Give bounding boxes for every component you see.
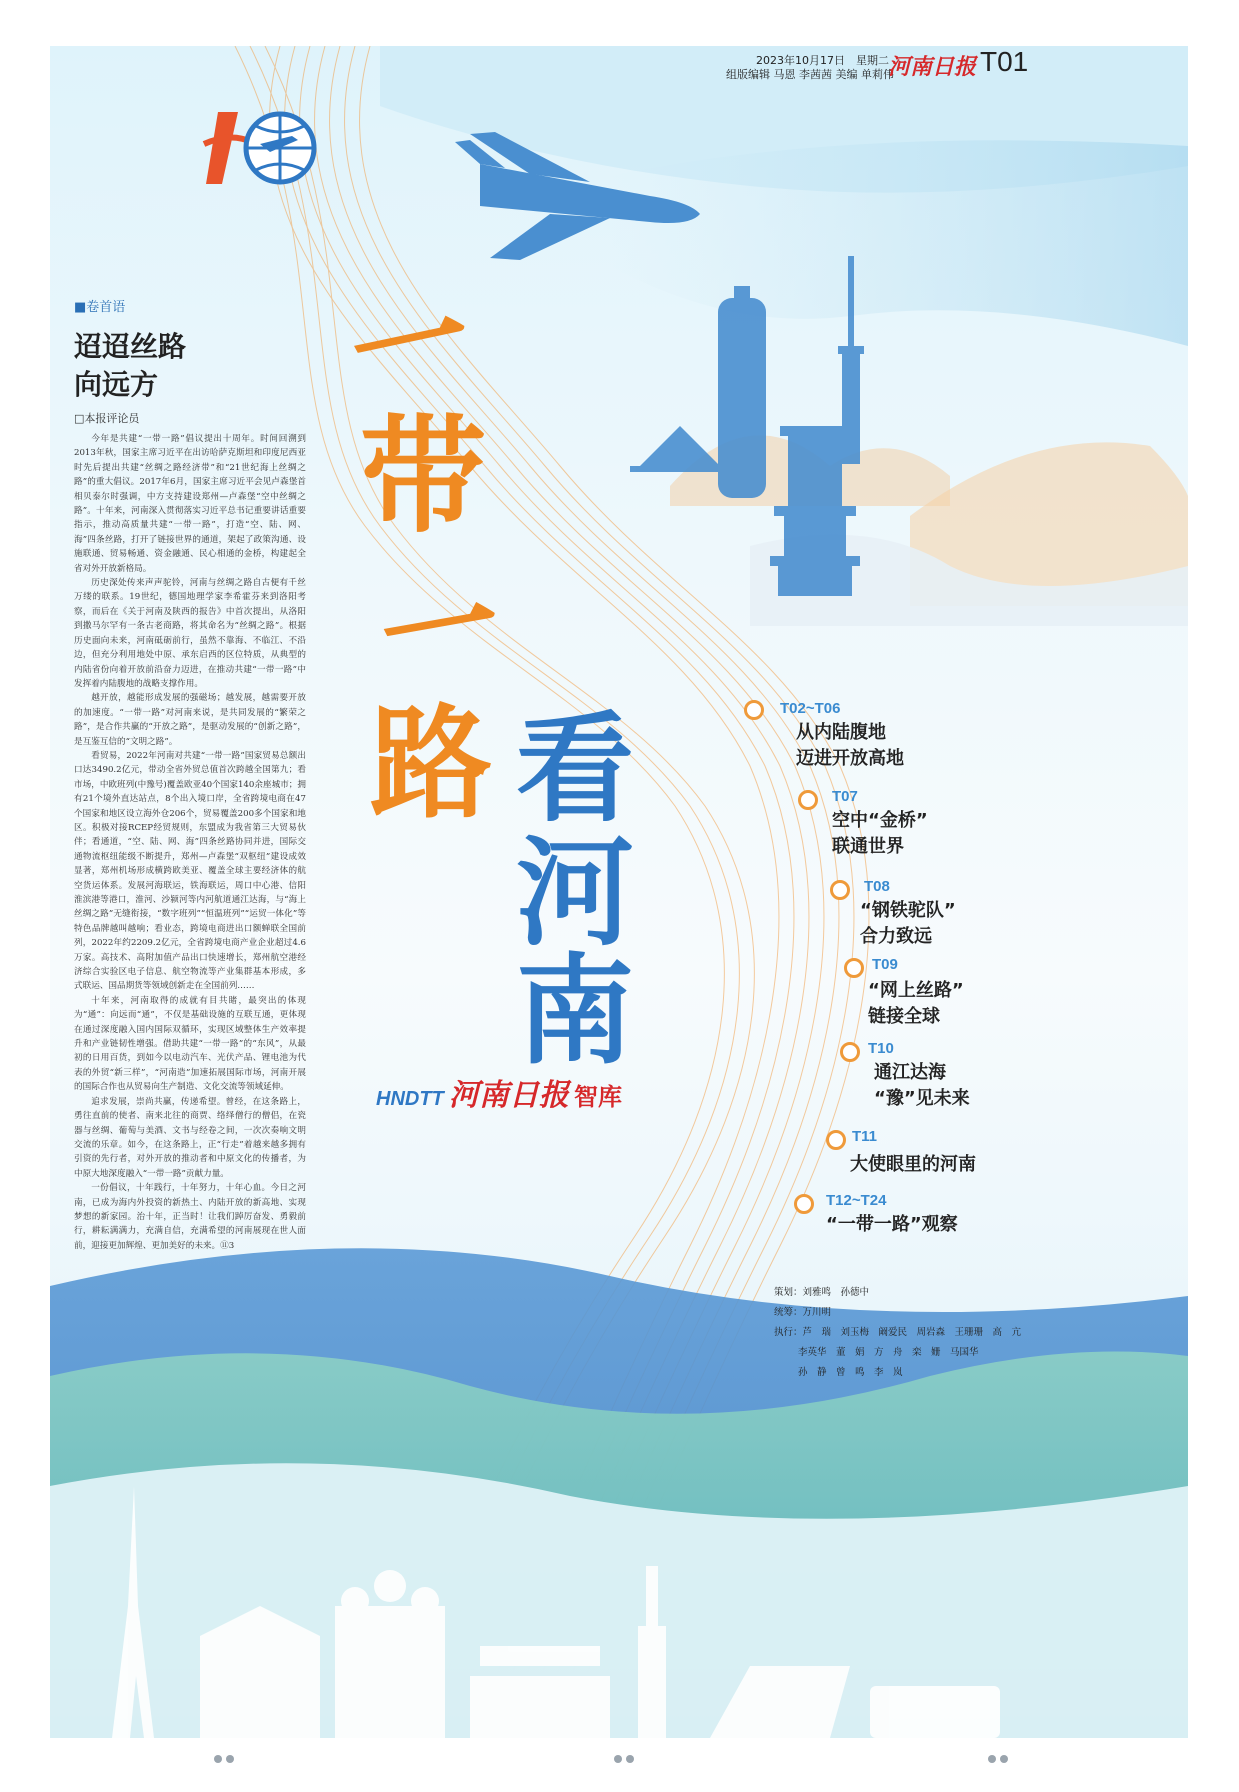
toc-title: 大使眼里的河南	[850, 1154, 976, 1175]
toc-dot	[826, 1130, 846, 1150]
pager-dots-left	[214, 1748, 238, 1767]
title-char-he: 河	[516, 824, 635, 962]
paragraph: 追求发展，崇尚共赢，传递希望。曾经，在这条路上，勇往直前的使者、南来北往的商贾、络绎僧行的僧侣，在瓷器与丝绸、葡萄与美酒、文书与经卷之间，一次次奏响文明交流的乐章。如今，在这条路上，正“行走”着越来越多拥有引资的先行者，对外开放的推动者和中原文化的传播者，为中原大地深度融入“一带一路”贡献力量。	[74, 1096, 306, 1179]
editors-line: 组版编辑 马恩 李茜茜 美编 单莉伟	[726, 68, 894, 81]
toc-dot	[840, 1042, 860, 1062]
title-char-kan: 看	[516, 700, 635, 838]
credits-execution-3: 孙 静 曾 鸣 李 岚	[798, 1367, 903, 1378]
paragraph: 看贸易，2022年河南对共建“一带一路”国家贸易总额出口达3490.2亿元，带动全省外贸总值首次跨越全国第九；看市场，中欧班列(中豫号)覆盖欧亚40个国家140余座城市；拥有21个境外直达站点，8个出入境口岸，全省跨境电商在47个国家和地区设立海外仓206个，贸易覆盖200多个国家和地区。积极对接RCEP经贸规则，东盟成为我省第三大贸易伙伴；看通道，“空、陆、网、海”四条丝路协同并进，国际交通物流枢纽能级不断提升，郑州—卢森堡“双枢纽”建设成效显著，郑州机场形成横跨欧美亚、覆盖全球主要经济体的航空货运体系。发展河海联运，铁海联运，周口中心港、信阳淮滨港等港口，淮河、沙颍河等内河航道通江达海，与“海上丝绸之路”无缝衔接，“数字班列”“恒温班列”“运贸一体化”等特色品牌越叫越响；看业态，跨境电商进出口额蝉联全国前列，2022年约2209.2亿元，全省跨境电商产业企业超过4.6万家。高技术、高附加值产品出口快速增长，郑州航空港经济综合实验区电子信息、航空物流等产业集群基本形成，多式联运、国品期货等领域创新走在全国前列……	[74, 750, 306, 992]
toc-code: T11	[852, 1128, 878, 1145]
title-char-lu: 路	[370, 693, 492, 835]
toc-code: T07	[832, 788, 858, 805]
title-char-yi-2: 一	[370, 552, 511, 710]
toc-title: 通江达海 “豫”见未来	[874, 1062, 970, 1109]
hndtt-mark: HNDTT	[376, 1088, 444, 1110]
newspaper-page	[50, 46, 1188, 1738]
paragraph: 今年是共建“一带一路”倡议提出十周年。时间回溯到2013年秋，国家主席习近平在出访哈萨克斯坦和印度尼西亚时先后提出共建“丝绸之路经济带”和“21世纪海上丝绸之路”的重大倡议。2017年6月，国家主席习近平会见卢森堡首相贝泰尔时强调，中方支持建设郑州—卢森堡“空中丝绸之路”。十年来，河南深入贯彻落实习近平总书记重要讲话重要指示，推动高质量共建“一带一路”，打造“空、陆、网、海”四条丝路，打开了链接世界的通道，架起了政策沟通、设施联通、贸易畅通、资金融通、民心相通的金桥，构建起全省对外开放新格局。	[74, 434, 306, 574]
headline-line-2: 向远方	[74, 368, 159, 401]
issue-date: 2023年10月17日 星期二	[756, 54, 889, 67]
paragraph: 历史深处传来声声驼铃，河南与丝绸之路自古便有千丝万缕的联系。19世纪，德国地理学家李希霍芬来到洛阳考察，而后在《关于河南及陕西的报告》中首次提出，从洛阳到撒马尔罕有一条古老商路，将其命名为“丝绸之路”。根据历史面向未来，河南砥砺前行，虽然不靠海、不临江、不沿边，但充分利用地处中原、承东启西的区位特质，从典型的内陆省份向着开放前沿奋力迈进，在推动共建“一带一路”中发挥着内陆腹地的战略支撑作用。	[74, 578, 306, 689]
editorial-body	[74, 432, 306, 1253]
page-number: T01	[980, 46, 1029, 77]
think-tank-masthead: 河南日报	[448, 1078, 569, 1113]
title-char-dai: 带	[360, 403, 486, 550]
sign-off: ⑪3	[220, 1240, 235, 1251]
toc-dot	[794, 1194, 814, 1214]
editorial-byline: □本报评论员	[74, 412, 140, 425]
toc-title: 从内陆腹地 迈进开放高地	[796, 722, 904, 769]
credits-execution-2: 李英华 董 娟 方 舟 栾 姗 马国华	[798, 1347, 979, 1358]
toc-code: T02~T06	[780, 700, 841, 717]
paragraph-text: 一份倡议，十年践行，十年努力，十年心血。今日之河南，已成为海内外投资的新热土、内陆开放的新高地、实现梦想的新家园。治十年，正当时！让我们踔厉奋发、勇毅前行，耕耘满满力，充满自信，充满希望的河南展现在世人面前，迎接更加辉煌、更加美好的未来。	[74, 1183, 306, 1251]
paragraph: 十年来，河南取得的成就有目共睹，最突出的体现为“通”：向远而“通”，不仅是基础设施的互联互通，更体现在通过深度融入国内国际双循环，实现区域整体生产效率提升和产业链韧性增强。借助共建“一带一路”的“东风”，从最初的日用百货，到如今以电动汽车、光伏产品、锂电池为代表的外贸“新三样”，“河南造”加速拓展国际市场，河南开展的国际合作也从贸易向生产制造、文化交流等领域延伸。	[74, 995, 306, 1093]
think-tank-suffix: 智库	[573, 1083, 622, 1111]
headline-line-1: 迢迢丝路	[74, 330, 187, 363]
toc-dot	[830, 880, 850, 900]
paragraph: 越开放，越能形成发展的强磁场；越发展，越需要开放的加速度。“一带一路”对河南来说，是共同发展的“繁荣之路”，是合作共赢的“开放之路”，是驱动发展的“创新之路”，是互鉴互信的“文明之路”。	[74, 693, 306, 747]
editorial-headline	[74, 328, 186, 404]
title-char-nan: 南	[516, 942, 635, 1080]
toc-dot	[798, 790, 818, 810]
toc-title: “网上丝路” 链接全球	[868, 980, 964, 1027]
section-tag: ■卷首语	[74, 300, 126, 315]
toc-title: “一带一路”观察	[826, 1214, 958, 1235]
credits-coordination: 统筹：万川明	[774, 1307, 832, 1318]
toc-dot	[844, 958, 864, 978]
toc-code: T08	[864, 878, 890, 895]
toc-code: T10	[868, 1040, 894, 1057]
credits-planning: 策划：刘雅鸣 孙德中	[774, 1287, 870, 1298]
toc-dot	[744, 700, 764, 720]
toc-code: T09	[872, 956, 898, 973]
masthead-logo: 河南日报	[888, 54, 977, 80]
paragraph	[74, 1181, 306, 1253]
pager-dots-right	[988, 1748, 1012, 1767]
toc-code: T12~T24	[826, 1192, 887, 1209]
credits-execution-1: 执行：芦 瑞 刘玉梅 阚爱民 周岩森 王珊珊 高 亢	[774, 1327, 1022, 1338]
pager-dots-center	[614, 1748, 638, 1767]
title-char-yi-1: 一	[339, 266, 484, 426]
think-tank-logo	[376, 1070, 622, 1114]
toc-title: 空中“金桥” 联通世界	[832, 810, 928, 857]
toc-title: “钢铁驼队” 合力致远	[860, 900, 956, 947]
anniversary-10-globe-logo-icon	[200, 104, 320, 194]
